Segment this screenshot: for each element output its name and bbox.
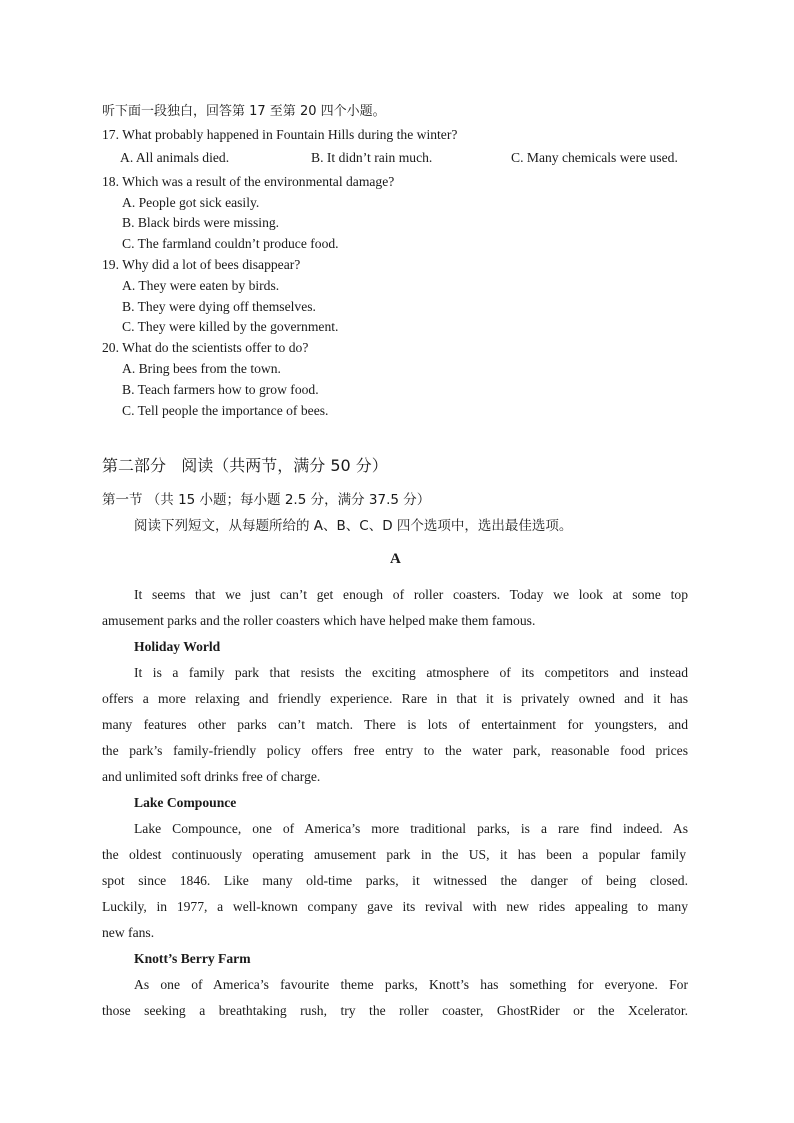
q20-option-c: C. Tell people the importance of bees. <box>122 403 329 418</box>
lake-compounce-line-5: new fans. <box>102 925 155 940</box>
holiday-world-line-1: It is a family park that resists the exciting atmosphere of its competitors and instead <box>134 665 688 680</box>
passage-intro-line-2: amusement parks and the roller coasters which have helped make them famous. <box>102 613 536 628</box>
park-heading-knotts-berry-farm: Knott’s Berry Farm <box>134 951 251 966</box>
passage-letter: A <box>390 551 401 567</box>
knotts-line-2: those seeking a breathtaking rush, try the roller coaster, GhostRider or the Xcelerator. <box>102 1003 688 1018</box>
q18-option-b: B. Black birds were missing. <box>122 215 280 230</box>
section-one-heading: 第一节 （共 15 小题；每小题 2.5 分，满分 37.5 分） <box>102 492 431 508</box>
listening-intro: 听下面一段独白，回答第 17 至第 20 四个小题。 <box>102 104 386 119</box>
q17-option-b: B. It didn’t rain much. <box>311 150 433 165</box>
holiday-world-line-2: offers a more relaxing and friendly experience. Rare in that it is privately owned and it has <box>102 691 688 706</box>
lake-compounce-line-1: Lake Compounce, one of America’s more traditional parks, is a rare find indeed. As <box>134 821 688 836</box>
q19-option-b: B. They were dying off themselves. <box>122 299 316 314</box>
q17-option-c: C. Many chemicals were used. <box>511 150 678 165</box>
q20-option-b: B. Teach farmers how to grow food. <box>122 382 319 397</box>
passage-intro-line-1: It seems that we just can’t get enough of roller coasters. Today we look at some top <box>134 587 688 602</box>
reading-instructions: 阅读下列短文，从每题所给的 A、B、C、D 四个选项中，选出最佳选项。 <box>134 518 573 534</box>
question-20: 20. What do the scientists offer to do? <box>102 340 309 355</box>
lake-compounce-line-4: Luckily, in 1977, a well-known company gave its revival with new rides appealing to many <box>102 899 688 914</box>
lake-compounce-line-3: spot since 1846. Like many old-time parks, it witnessed the danger of being closed. <box>102 873 688 888</box>
holiday-world-line-5: and unlimited soft drinks free of charge. <box>102 769 321 784</box>
q20-option-a: A. Bring bees from the town. <box>122 361 281 376</box>
q19-option-a: A. They were eaten by birds. <box>122 278 280 293</box>
q18-option-c: C. The farmland couldn’t produce food. <box>122 236 339 251</box>
park-heading-holiday-world: Holiday World <box>134 639 221 654</box>
holiday-world-line-4: the park’s family-friendly policy offers free entry to the water park, reasonable food prices <box>102 743 688 758</box>
q19-option-c: C. They were killed by the government. <box>122 319 339 334</box>
question-19: 19. Why did a lot of bees disappear? <box>102 257 301 272</box>
question-18: 18. Which was a result of the environmental damage? <box>102 174 395 189</box>
holiday-world-line-3: many features other parks can’t match. There is lots of entertainment for youngsters, and <box>102 717 688 732</box>
park-heading-lake-compounce: Lake Compounce <box>134 795 237 810</box>
q18-option-a: A. People got sick easily. <box>122 195 260 210</box>
q17-option-a: A. All animals died. <box>120 150 230 165</box>
lake-compounce-line-2: the oldest continuously operating amusement park in the US, it has been a popular family <box>102 847 686 862</box>
knotts-line-1: As one of America’s favourite theme parks, Knott’s has something for everyone. For <box>134 977 688 992</box>
question-17: 17. What probably happened in Fountain Hills during the winter? <box>102 127 458 142</box>
part-two-heading: 第二部分 阅读（共两节，满分 50 分） <box>102 456 388 475</box>
